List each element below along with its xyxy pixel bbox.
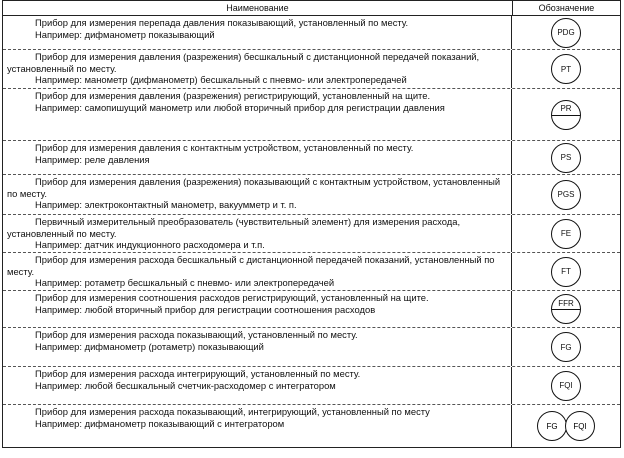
row-symbol-cell: [512, 405, 620, 447]
instrument-circle-icon: [551, 18, 581, 48]
symbol-code: FQI: [559, 381, 573, 390]
description-text: Прибор для измерения давления (разрежения) бесшкальный с дистанционной передачей показаний, установленный по месту.: [7, 51, 480, 74]
symbol-code: FE: [560, 229, 572, 238]
instrument-circle-icon: [551, 143, 581, 173]
symbol-code: PGS: [557, 190, 575, 199]
row-description: [3, 328, 512, 366]
description-text: Прибор для измерения давления (разрежения) регистрирующий, установленный на щите.: [35, 90, 431, 101]
row-description: [3, 16, 512, 49]
row-description: [3, 141, 512, 174]
table-row: [3, 89, 620, 141]
example-text: Например: дифманометр показывающий с интегратором: [35, 417, 285, 429]
row-symbol-cell: [512, 367, 620, 404]
example-text: Например: электроконтактный манометр, вакуумметр и т. п.: [35, 199, 297, 210]
row-symbol-cell: [512, 89, 620, 140]
symbol-code: FG: [560, 342, 572, 352]
description-text: Прибор для измерения перепада давления показывающий, установленный по месту.: [35, 17, 409, 28]
row-symbol-cell: [512, 16, 620, 49]
example-text: Например: манометр (дифманометр) бесшкальный с пневмо- или электропередачей: [35, 74, 407, 85]
table-row: [3, 253, 620, 291]
example-text: Например: ротаметр бесшкальный с пневмо- или электропередачей: [35, 277, 335, 288]
row-description: [3, 291, 512, 327]
description-text: Прибор для измерения расхода показывающий, интегрирующий, установленный по месту: [35, 406, 430, 417]
example-text: Например: любой бесшкальный счетчик-расходомер с интегратором: [35, 379, 336, 391]
description-text: Прибор для измерения давления с контактным устройством, установленный по месту.: [35, 142, 414, 153]
instrument-symbols-table: [2, 0, 621, 448]
table-row: [3, 16, 620, 50]
header-symbol: Обозначение: [538, 3, 595, 13]
example-text: Например: датчик индукционного расходомера и т.п.: [35, 239, 265, 250]
row-symbol-cell: [512, 291, 620, 327]
symbol-code: PS: [560, 153, 572, 162]
instrument-circle-icon: [551, 219, 581, 249]
row-description: [3, 175, 512, 214]
example-text: Например: дифманометр показывающий: [35, 28, 215, 40]
instrument-circle-icon: [551, 54, 581, 84]
row-description: [3, 253, 512, 290]
table-row: [3, 50, 620, 89]
row-description: [3, 215, 512, 252]
row-description: [3, 50, 512, 88]
instrument-circle-icon: FQI: [565, 411, 595, 441]
row-description: [3, 89, 512, 140]
instrument-circle-icon: [551, 100, 581, 130]
row-description: [3, 367, 512, 404]
instrument-circle-icon: [551, 257, 581, 287]
instrument-symbol-pair: [537, 411, 595, 441]
row-symbol-cell: [512, 253, 620, 290]
table-row: [3, 328, 620, 367]
row-symbol-cell: [512, 50, 620, 88]
description-text: Прибор для измерения расхода бесшкальный с дистанционной передачей показаний, установленный по месту.: [7, 254, 495, 277]
table-row: [3, 405, 620, 447]
symbol-code: FFR: [558, 298, 574, 308]
table-row: [3, 291, 620, 328]
table-row: [3, 141, 620, 175]
table-row: [3, 215, 620, 253]
instrument-circle-icon: [551, 294, 581, 324]
row-symbol-cell: [512, 175, 620, 214]
instrument-circle-icon: [551, 371, 581, 401]
table-row: [3, 175, 620, 215]
instrument-circle-icon: [551, 332, 581, 362]
row-symbol-cell: [512, 328, 620, 366]
symbol-code: PR: [560, 104, 572, 113]
description-text: Прибор для измерения расхода интегрирующий, установленный по месту.: [35, 368, 361, 379]
table-row: [3, 367, 620, 405]
header-name: Наименование: [3, 1, 513, 15]
row-symbol-cell: [512, 215, 620, 252]
table-header: [3, 1, 620, 16]
symbol-code: PT: [560, 64, 572, 74]
instrument-circle-icon: FG: [537, 411, 567, 441]
instrument-circle-icon: [551, 180, 581, 210]
example-text: Например: реле давления: [35, 153, 150, 165]
example-text: Например: дифманометр (ротаметр) показывающий: [35, 340, 264, 352]
description-text: Прибор для измерения соотношения расходов регистрирующий, установленный на щите.: [35, 292, 429, 303]
example-text: Например: самопишущий манометр или любой вторичный прибор для регистрации давления: [35, 101, 445, 113]
row-symbol-cell: [512, 141, 620, 174]
row-description: [3, 405, 512, 447]
example-text: Например: любой вторичный прибор для регистрации соотношения расходов: [35, 303, 376, 315]
table-body: [3, 16, 620, 447]
description-text: Первичный измерительный преобразователь (чувствительный элемент) для измерения расхода, установленный по месту.: [7, 216, 461, 239]
symbol-code: PDG: [557, 28, 575, 37]
symbol-code: FT: [561, 267, 571, 276]
description-text: Прибор для измерения расхода показывающий, установленный по месту.: [35, 329, 358, 340]
description-text: Прибор для измерения давления (разрежения) показывающий с контактным устройством, установленный по месту.: [7, 176, 501, 199]
